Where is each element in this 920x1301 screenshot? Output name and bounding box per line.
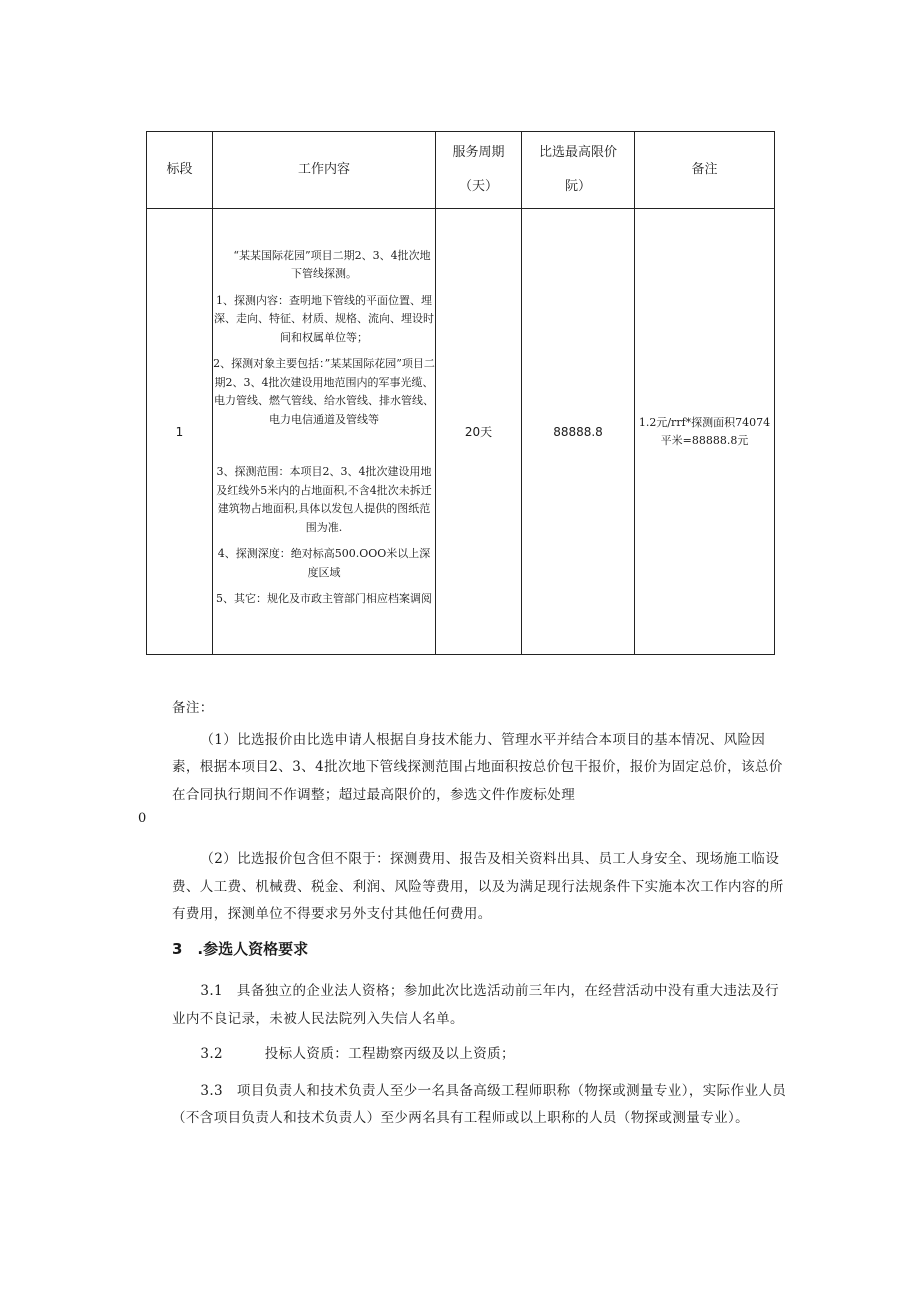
qualification-3-2: 3.2 投标人资质：工程勘察丙级及以上资质； (200, 1046, 515, 1062)
row-price: 88888.8 (522, 209, 635, 655)
note-item-2-block (172, 846, 792, 929)
section-3-heading: 3 .参选人资格要求 (172, 940, 309, 958)
section-3-body (172, 978, 792, 1133)
table-row (147, 209, 775, 655)
header-period-line2: （天） (458, 179, 498, 194)
qualification-3-3: 3.3 项目负责人和技术负责人至少一名具备高级工程师职称（物探或测量专业），实际作业人员（不含项目负责人和技术负责人）至少两名具有工程师或以上职称的人员（物探或测量专业）。 (172, 1082, 787, 1126)
header-period-line1: 服务周期 (452, 145, 505, 160)
work-item-intro: “某某国际花园”项目二期2、3、4批次地下管线探测。 (233, 248, 431, 280)
row-period: 20天 (436, 209, 522, 655)
tender-table (146, 131, 775, 655)
row-remark: 1.2元/rrf*探测面积74074平米=88888.8元 (635, 209, 775, 655)
notes-block (172, 695, 792, 809)
work-item: 4、探测深度：绝对标高500.OOO米以上深度区域 (217, 547, 431, 579)
work-item: 1、探测内容：查明地下管线的平面位置、埋深、走向、特征、材质、规格、流向、埋设时间和权属单位等； (214, 293, 434, 344)
qualification-3-1: 3.1 具备独立的企业法人资格；参加此次比选活动前三年内，在经营活动中没有重大违法及行业内不良记录，未被人民法院列入失信人名单。 (172, 983, 780, 1027)
stray-character: 0 (138, 811, 147, 826)
row-work-content (213, 209, 436, 655)
header-content: 工作内容 (213, 132, 436, 209)
notes-title: 备注： (172, 700, 214, 716)
note-item-1: （1）比选报价由比选申请人根据自身技术能力、管理水平并结合本项目的基本情况、风险因素，根据本项目2、3、4批次地下管线探测范围占地面积按总价包干报价，报价为固定总价，该总价在合同执行期间不作调整；超过最高限价的，参选文件作废标处理 (172, 731, 783, 803)
table-header-row (147, 132, 775, 209)
header-remark: 备注 (635, 132, 775, 209)
work-item: 3、探测范围：本项目2、3、4批次建设用地及红线外5米内的占地面积,不含4批次未拆迁建筑物占地面积,具体以发包人提供的图纸范围为准. (216, 465, 432, 534)
work-item: 2、探测对象主要包括：”某某国际花园”项目二期2、3、4批次建设用地范围内的军事光缆、电力管线、燃气管线、给水管线、排水管线、电力电信通道及管线等 (213, 357, 435, 426)
note-item-2: （2）比选报价包含但不限于：探测费用、报告及相关资料出具、员工人身安全、现场施工临设费、人工费、机械费、税金、利润、风险等费用，以及为满足现行法规条件下实施本次工作内容的所有费用，探测单位不得要求另外支付其他任何费用。 (172, 851, 784, 922)
header-section: 标段 (147, 132, 213, 209)
row-section: 1 (147, 209, 213, 655)
header-price-line2: 阮） (564, 179, 591, 194)
header-period (436, 132, 522, 209)
header-price-line1: 比选最高限价 (538, 145, 617, 160)
work-item: 5、其它：规化及市政主管部门相应档案调阅 (216, 592, 432, 605)
header-price (522, 132, 635, 209)
